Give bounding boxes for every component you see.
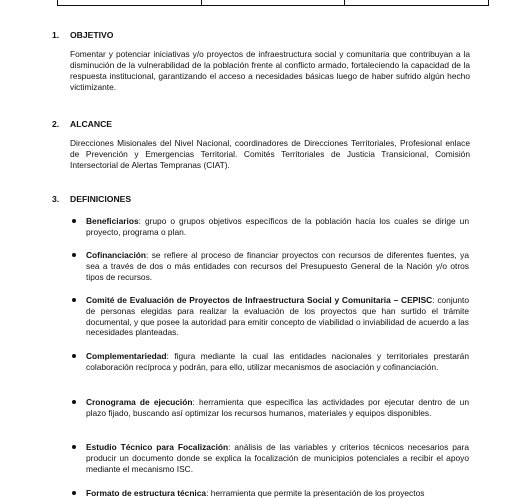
section-title: DEFINICIONES xyxy=(70,194,132,204)
definition-item xyxy=(86,488,469,499)
section-heading xyxy=(52,119,470,129)
definition-term: Estudio Técnico para Focalización xyxy=(86,442,229,452)
section-number: 2. xyxy=(52,119,60,129)
table-cell xyxy=(344,0,488,5)
section-number: 3. xyxy=(52,194,60,204)
bullet-icon xyxy=(72,253,76,257)
section-objetivo xyxy=(52,30,470,93)
definition-item xyxy=(86,442,469,474)
definition-term: Cronograma de ejecución xyxy=(86,397,193,407)
definition-text: : conjunto de personas elegidas para realizar la evaluación de los proyectos que han surtido el trámite documental, y que posee la autoridad para emitir concepto de viabilidad o inviabilidad de acuerdo a las necesidades planteadas. xyxy=(86,295,469,338)
header-table-remnant xyxy=(57,0,489,6)
definition-term: Beneficiarios xyxy=(86,216,139,226)
definition-text: : herramienta que permite la presentación de los proyectos xyxy=(206,488,425,498)
definition-text: : grupo o grupos objetivos específicos de la población hacia los cuales se dirige un proyecto, programa o plan. xyxy=(86,216,469,237)
section-number: 1. xyxy=(52,30,60,40)
definition-text: : figura mediante la cual las entidades nacionales y territoriales prestarán colaboración recíproca y podrán, para ello, utilizar mecanismos de asociación y cofinanciación. xyxy=(86,351,469,372)
definition-item xyxy=(86,295,469,338)
section-title: OBJETIVO xyxy=(70,30,114,40)
definition-term: Complementariedad xyxy=(86,351,167,361)
definition-term: Comité de Evaluación de Proyectos de Infraestructura Social y Comunitaria – CEPISC xyxy=(86,295,433,305)
bullet-icon xyxy=(72,491,76,495)
section-body: Direcciones Misionales del Nivel Nacional, coordinadores de Direcciones Territoriales, Profesional enlace de Prevención y Emergencias Territorial. Comités Territoriales de Justicia Transicional, Comisión Intersectorial de Alertas Tempranas (CIAT). xyxy=(70,138,470,170)
definition-item xyxy=(86,351,469,373)
section-heading xyxy=(52,30,470,40)
definition-term: Formato de estructura técnica xyxy=(86,488,207,498)
section-alcance xyxy=(52,119,470,171)
section-title: ALCANCE xyxy=(70,119,113,129)
section-heading xyxy=(52,194,470,204)
bullet-icon xyxy=(72,400,76,404)
definition-item xyxy=(86,216,469,238)
bullet-icon xyxy=(72,354,76,358)
table-cell xyxy=(201,0,345,5)
bullet-icon xyxy=(72,445,76,449)
definition-text: : análisis de las variables y criterios técnicos necesarios para producir un documento donde se explica la focalización de municipios potenciales a recibir el apoyo mediante el mecanismo ISC. xyxy=(86,442,469,474)
definition-text: : herramienta que especifica las actividades por ejecutar dentro de un plazo fijado, buscando así optimizar los recursos humanos, materiales y equipos disponibles. xyxy=(86,397,469,418)
table-cell xyxy=(58,0,201,5)
definition-term: Cofinanciación xyxy=(86,250,147,260)
section-definiciones xyxy=(52,194,470,500)
section-body: Fomentar y potenciar iniciativas y/o proyectos de infraestructura social y comunitaria que contribuyan a la disminución de la vulnerabilidad de la población frente al conflicto armado, fortaleciendo la capacidad de la respuesta institucional, garantizando el acceso a necesidades básicas luego de haber sufrido algún hecho victimizante. xyxy=(70,49,470,92)
definition-item xyxy=(86,397,469,419)
bullet-icon xyxy=(72,298,76,302)
definition-item xyxy=(86,250,469,282)
bullet-icon xyxy=(72,219,76,223)
definition-text: : se refiere al proceso de financiar proyectos con recursos de diferentes fuentes, ya sea a través de dos o más entidades con recursos del Presupuesto General de la Nación y/o otros tipos de recursos. xyxy=(86,250,469,282)
